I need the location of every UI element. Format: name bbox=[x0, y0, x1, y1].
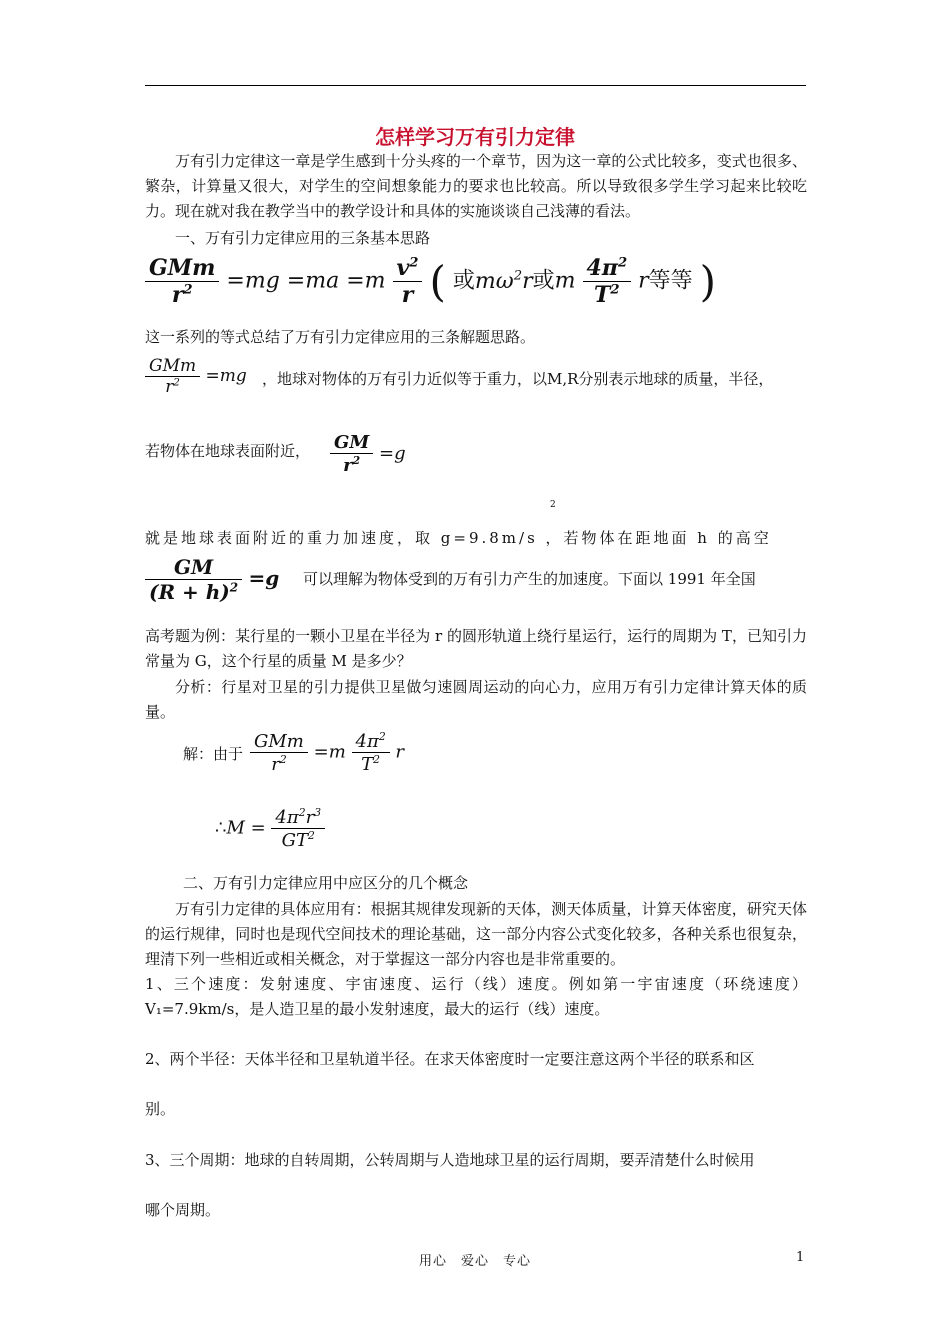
section-2-heading: 二、万有引力定律应用中应区分的几个概念 bbox=[183, 874, 469, 892]
equation-altitude-g: $\frac{GM}{(R + h)^2}$ =g bbox=[145, 555, 279, 604]
equation-solution-mass: ∴M = $\frac{4\pi^2r^3}{GT^2}$ bbox=[215, 806, 325, 851]
solution-label: 解：由于 bbox=[183, 745, 244, 763]
document-title: 怎样学习万有引力定律 bbox=[375, 125, 575, 149]
item-three-periods: 3、三个周期：地球的自转周期，公转周期与人造地球卫星的运行周期，要弄清楚什么时候用 bbox=[145, 1151, 755, 1169]
item-three-periods-cont: 哪个周期。 bbox=[145, 1201, 221, 1219]
section-1-heading: 一、万有引力定律应用的三条基本思路 bbox=[175, 229, 431, 247]
equation-summary-text: 这一系列的等式总结了万有引力定律应用的三条解题思路。 bbox=[145, 328, 536, 346]
altitude-g-text: 可以理解为物体受到的万有引力产生的加速度。下面以 1991 年全国 bbox=[303, 570, 756, 588]
equation-solution-setup: $\frac{\text{GMm}}{r^2}$ =m $\frac{4\pi^2}{T^2}$ r bbox=[250, 730, 404, 775]
item-two-radii: 2、两个半径：天体半径和卫星轨道半径。在求天体密度时一定要注意这两个半径的联系和区 bbox=[145, 1050, 755, 1068]
equation-three-approaches: $\frac{\text{GMm}}{r^2}$ =mg =ma =m $\frac{v^2}{r}$ ( 或$m\omega^2r$或m $\frac{4\pi^2}{T^2}$ r等等 ) bbox=[145, 255, 716, 308]
applications-paragraph: 万有引力定律的具体应用有：根据其规律发现新的天体，测天体质量，计算天体密度，研究天体的运行规律，同时也是现代空间技术的理论基础，这一部分内容公式变化较多，各种关系也很复杂，理清下列一些相近或相关概念，对于掌握这一部分内容也是非常重要的。 bbox=[145, 900, 807, 968]
page-number: 1 bbox=[796, 1250, 805, 1265]
intro-paragraph: 万有引力定律这一章是学生感到十分头疼的一个章节，因为这一章的公式比较多，变式也很多、繁杂，计算量又很大，对学生的空间想象能力的要求也比较高。所以导致很多学生学习起来比较吃力。现在就对我在教学当中的教学设计和具体的实施谈谈自己浅薄的看法。 bbox=[145, 152, 807, 220]
unit-superscript: 2 bbox=[550, 500, 556, 510]
equation-surface-g: $\frac{GM}{r^2}$ =g bbox=[330, 432, 406, 476]
gravity-weight-text: ，地球对物体的万有引力近似等于重力，以M,R分别表示地球的质量，半径， bbox=[262, 370, 774, 388]
item-two-radii-cont: 别。 bbox=[145, 1100, 176, 1118]
acceleration-text: 就是地球表面附近的重力加速度，取 g=9.8m/s ，若物体在距地面 h 的高空 bbox=[145, 529, 772, 547]
equation-gravity-weight: $\frac{\text{GMm}}{r^2}$ =mg bbox=[145, 356, 247, 397]
near-surface-text: 若物体在地球表面附近， bbox=[145, 442, 311, 460]
example-problem: 高考题为例：某行星的一颗小卫星在半径为 r 的圆形轨道上绕行星运行，运行的周期为 T，已知引力常量为 G，这个行星的质量 M 是多少？ bbox=[145, 627, 807, 670]
header-rule bbox=[145, 85, 806, 86]
analysis-paragraph: 分析：行星对卫星的引力提供卫星做匀速圆周运动的向心力，应用万有引力定律计算天体的质量。 bbox=[145, 678, 807, 721]
item-three-velocities: 1、三个速度：发射速度、宇宙速度、运行（线）速度。例如第一宇宙速度（环绕速度）V₁=7.9km/s，是人造卫星的最小发射速度，最大的运行（线）速度。 bbox=[145, 975, 807, 1018]
footer-motto: 用心 爱心 专心 bbox=[418, 1254, 531, 1269]
